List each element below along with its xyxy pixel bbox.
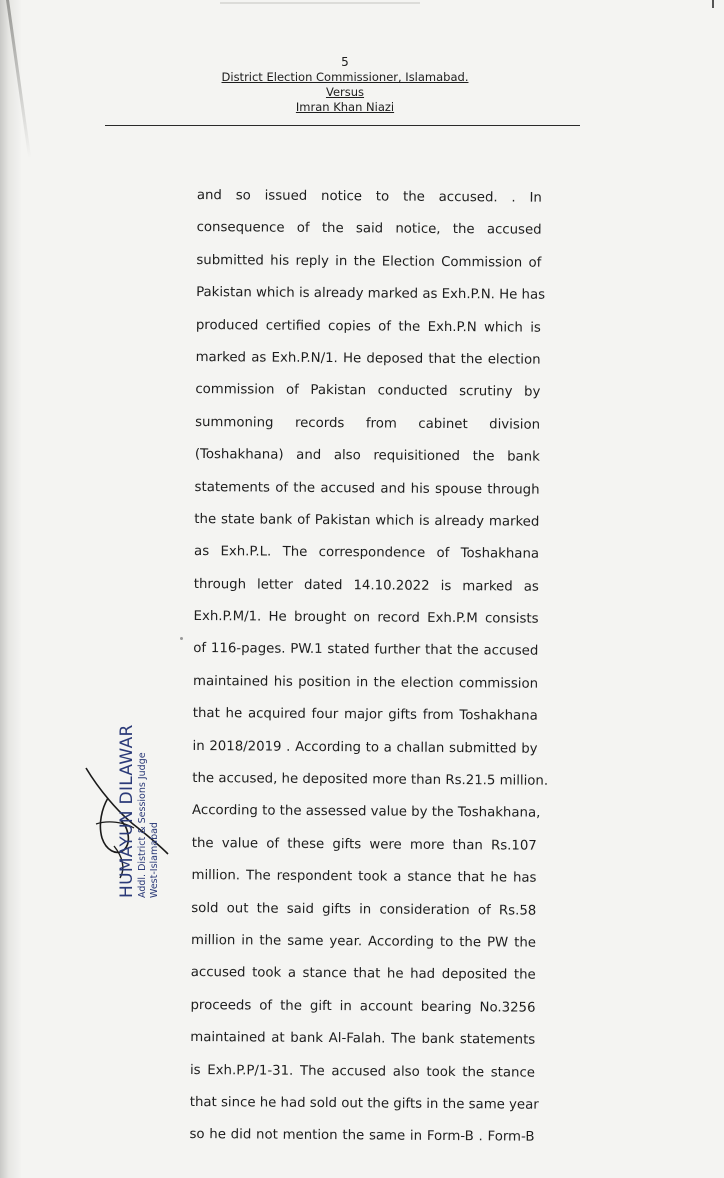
stamp-title: Addl. District & Sessions Judge bbox=[137, 752, 148, 898]
body-line: of 116-pages. PW.1 stated further that the accused bbox=[193, 641, 539, 660]
body-line: the accused, he deposited more than Rs.21.5 million. bbox=[192, 771, 549, 789]
body-line: through letter dated 14.10.2022 is marked as bbox=[193, 576, 539, 595]
body-line: summoning records from cabinet division bbox=[195, 414, 541, 433]
body-line: marked as Exh.P.N/1. He deposed that the election bbox=[195, 349, 541, 368]
defendant-name: Imran Khan Niazi bbox=[295, 100, 395, 114]
body-line: so he did not mention the same in Form-B . Form-B bbox=[189, 1127, 535, 1146]
body-line: maintained his position in the election commission bbox=[193, 673, 539, 692]
body-line: accused took a stance that he had deposited the bbox=[190, 965, 536, 984]
versus-label: Versus bbox=[325, 85, 365, 99]
stamp-name: HUMAYUN DILAWAR bbox=[117, 724, 137, 898]
body-line: According to the assessed value by the Toshakhana, bbox=[191, 803, 541, 822]
page-number: 5 bbox=[341, 55, 349, 69]
body-line: and so issued notice to the accused. . In bbox=[196, 187, 542, 206]
body-line: proceeds of the gift in account bearing No.3256 bbox=[190, 997, 536, 1016]
body-line: Pakistan which is already marked as Exh.P.N. He has bbox=[196, 285, 546, 303]
body-line: produced certified copies of the Exh.P.N which is bbox=[195, 317, 541, 336]
judgment-body bbox=[189, 180, 549, 1154]
scan-artifact-top bbox=[220, 2, 420, 4]
body-line: that he acquired four major gifts from Toshakhana bbox=[192, 706, 538, 724]
judge-stamp bbox=[68, 708, 178, 898]
body-line: that since he had sold out the gifts in the same year bbox=[189, 1094, 539, 1113]
body-line: million in the same year. According to the PW the bbox=[190, 932, 537, 951]
page-edge-shadow bbox=[0, 0, 22, 1178]
scan-dot bbox=[180, 637, 183, 640]
body-line: is Exh.P.P/1-31. The accused also took the stance bbox=[189, 1062, 536, 1081]
body-line: maintained at bank Al-Falah. The bank statements bbox=[190, 1030, 536, 1048]
header-rule bbox=[105, 125, 580, 126]
body-line: million. The respondent took a stance that he has bbox=[191, 868, 537, 886]
body-line: in 2018/2019 . According to a challan submitted by bbox=[192, 738, 538, 757]
body-line: commission of Pakistan conducted scrutiny by bbox=[195, 382, 541, 401]
body-line: statements of the accused and his spouse through bbox=[194, 479, 540, 498]
case-title: District Election Commissioner, Islamabad. bbox=[221, 70, 469, 84]
body-line: Exh.P.M/1. He brought on record Exh.P.M consists bbox=[193, 609, 539, 627]
stamp-text bbox=[118, 708, 178, 898]
body-line: consequence of the said notice, the accused bbox=[196, 220, 542, 239]
body-line: submitted his reply in the Election Commission of bbox=[196, 252, 542, 271]
body-line: the state bank of Pakistan which is already marked bbox=[194, 511, 540, 530]
body-line: (Toshakhana) and also requisitioned the bank bbox=[194, 447, 540, 465]
body-line: sold out the said gifts in consideration of Rs.58 bbox=[191, 900, 537, 919]
stamp-place: West-Islamabad bbox=[149, 822, 160, 898]
scan-artifact-right bbox=[712, 0, 714, 8]
body-line: the value of these gifts were more than Rs.107 bbox=[191, 835, 537, 854]
body-line: as Exh.P.L. The correspondence of Toshakhana bbox=[194, 544, 540, 562]
case-header bbox=[195, 55, 495, 115]
